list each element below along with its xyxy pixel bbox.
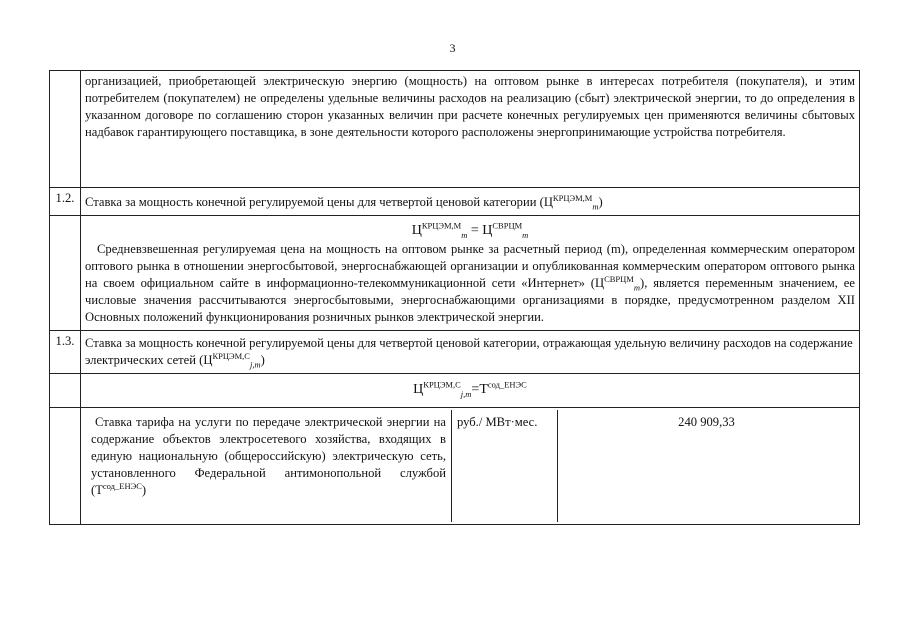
- row-number-empty: [50, 71, 81, 188]
- price-superscript: СВРЦМ: [604, 273, 634, 284]
- rate-label-close: ): [141, 483, 147, 497]
- title-close: ): [598, 195, 603, 209]
- formula-eq: =: [471, 382, 480, 397]
- formula-rhs-sup: СВРЦМ: [492, 220, 523, 231]
- rate-cell: [81, 408, 860, 525]
- tariff-symbol: Т: [95, 483, 103, 497]
- formula-lhs-sup: КРЦЭМ,С: [423, 379, 461, 390]
- row-title: [81, 331, 860, 374]
- table-row-1-2-title: [50, 188, 860, 216]
- formula-lhs: Ц: [413, 382, 424, 397]
- price-symbol: Ц: [203, 353, 213, 367]
- row-number-empty: [50, 216, 81, 331]
- description-text: ), является переменным значением, ее числовые значения рассчитываются энергосбытовыми, энергоснабжающими организациями в порядке, предусмотренном разделом XII Основных положений функционирования розничных рынков электрической энергии.: [85, 276, 855, 324]
- formula-lhs-sup: КРЦЭМ,М: [421, 220, 462, 231]
- price-symbol: Ц: [543, 195, 553, 209]
- row-title: [81, 188, 860, 216]
- tariff-table: [49, 70, 860, 525]
- price-superscript: КРЦЭМ,С: [212, 350, 250, 361]
- formula-rhs-sup: сод_ЕНЭС: [487, 379, 527, 390]
- row-title-text: Ставка за мощность конечной регулируемой цены для четвертой ценовой категории, отражающая удельную величину расходов на содержание электрических сетей (: [85, 336, 853, 367]
- formula-rhs: Ц: [482, 223, 493, 238]
- table-row-1-2-body: [50, 216, 860, 331]
- row-body: [81, 216, 860, 331]
- table-row-1-3-formula: [50, 374, 860, 408]
- rate-value: 240 909,33: [558, 410, 856, 522]
- formula-lhs-sub: j,m: [460, 388, 472, 399]
- price-symbol: Ц: [594, 276, 605, 290]
- table-row-1-3-rate: [50, 408, 860, 525]
- row-number: 1.2.: [50, 188, 81, 216]
- rate-label-text: Ставка тарифа на услуги по передаче электрической энергии на содержание объектов электросетевого хозяйства, входящих в единую национальную (общероссийскую) электрическую сеть, установленного Федеральной антимонопольной службой (: [91, 415, 446, 497]
- rate-row: [85, 410, 855, 522]
- price-subscript: m: [633, 282, 640, 293]
- formula: [81, 374, 860, 408]
- price-subscript: j,m: [249, 359, 261, 370]
- page-number: 3: [449, 41, 456, 55]
- row-number-empty: [50, 374, 81, 408]
- description-text: Средневзвешенная регулируемая цена на мощность на оптовом рынке за расчетный период (m), определенная коммерческим оператором оптового рынка в отношении энергосбытовой, энергоснабжающей организации и опубликованная коммерческим оператором оптового рынка на своем официальном сайте в информационно-телекоммуникационной сети «Интернет» (: [85, 242, 855, 290]
- row-title-text: Ставка за мощность конечной регулируемой цены для четвертой ценовой категории (: [85, 195, 544, 209]
- rate-label: [85, 410, 452, 522]
- price-subscript: m: [592, 201, 599, 212]
- formula-lhs-sub: m: [461, 229, 468, 240]
- rate-unit: руб./ МВт·мес.: [452, 410, 558, 522]
- formula-rhs: Т: [479, 382, 488, 397]
- row-number-empty: [50, 408, 81, 525]
- row-number: 1.3.: [50, 331, 81, 374]
- formula: [85, 222, 855, 239]
- formula-rhs-sub: m: [522, 229, 529, 240]
- formula-eq: =: [467, 223, 483, 238]
- table-row-1-3-title: [50, 331, 860, 374]
- tariff-superscript: сод_ЕНЭС: [102, 480, 142, 491]
- price-superscript: КРЦЭМ,М: [552, 192, 593, 203]
- formula-lhs: Ц: [411, 223, 422, 238]
- table-row-intro: [50, 71, 860, 188]
- rate-table: [85, 410, 855, 522]
- title-close: ): [260, 353, 265, 367]
- intro-paragraph: организацией, приобретающей электрическую энергию (мощность) на оптовом рынке в интересах потребителя (покупателя), и этим потребителем (покупателем) не определены удельные величины расходов на реализацию (сбыт) электрической энергии, то до определения в указанном договоре по соглашению сторон указанных величин при расчете конечных регулируемых цен применяются величины сбытовых надбавок гарантирующего поставщика, в зоне деятельности которого расположены энергопринимающие устройства потребителя.: [81, 71, 860, 188]
- description-paragraph: [85, 241, 855, 328]
